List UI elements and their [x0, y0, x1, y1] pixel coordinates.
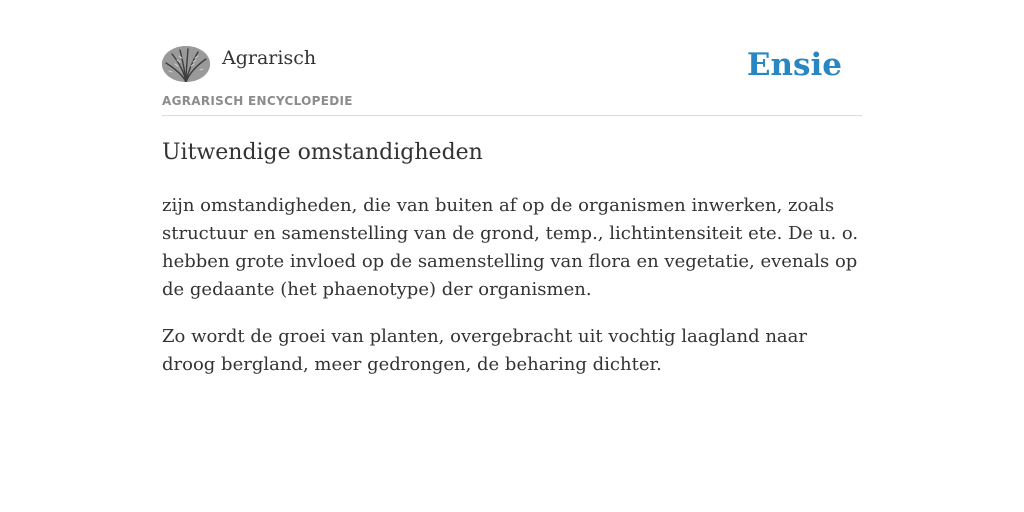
ensie-logo[interactable]: Ensie: [746, 47, 842, 83]
article-paragraph: zijn omstandigheden, die van buiten af op de organismen inwerken, zoals structuur en samenstelling van de grond, temp., lichtintensiteit ete. De u. o. hebben grote invloed op de samenstelling van flora en vegetatie, evenals op de gedaante (het phaenotype) der organismen.: [162, 195, 859, 300]
source-link[interactable]: [162, 46, 316, 82]
source-subtitle: AGRARISCH ENCYCLOPEDIE: [162, 94, 353, 108]
wheat-sheaf-icon: [162, 46, 210, 82]
article-header: [162, 0, 862, 116]
page-title: Uitwendige omstandigheden: [162, 140, 483, 165]
article-page: [162, 0, 862, 375]
article-body: [162, 192, 862, 398]
source-name[interactable]: Agrarisch: [222, 47, 317, 69]
article-paragraph: Zo wordt de groei van planten, overgebracht uit vochtig laagland naar droog bergland, meer gedrongen, de beharing dichter.: [162, 326, 807, 375]
